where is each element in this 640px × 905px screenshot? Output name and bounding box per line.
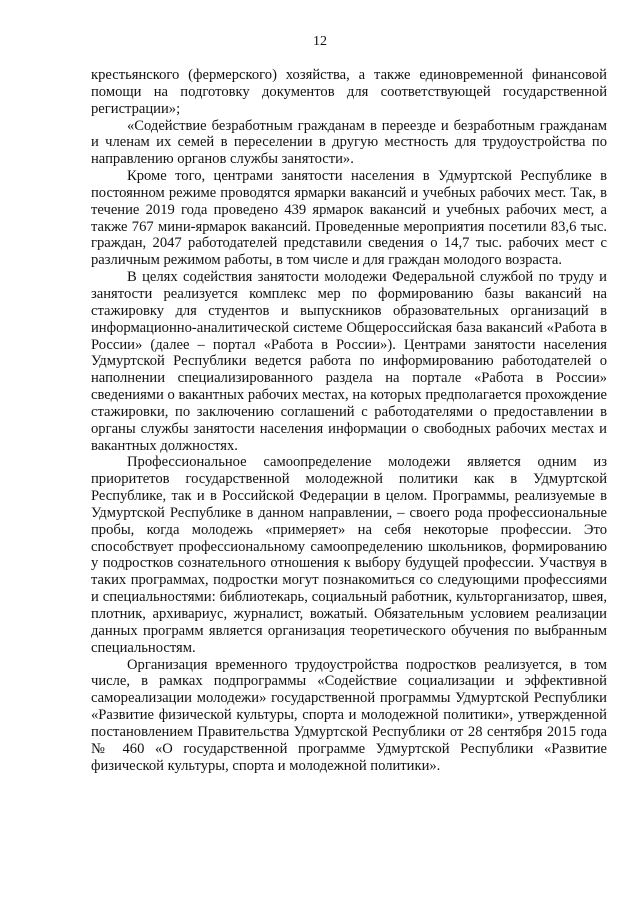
paragraph-3: Кроме того, центрами занятости населения в Удмуртской Республике в постоянном режиме проводятся ярмарки вакансий и учебных рабочих мест. Так, в течение 2019 года проведено 439 ярмарок вакансий и учебных рабочих мест, а также 767 мини-ярмарок вакансий. Проведенные мероприятия посетили 83,6 тыс. граждан, 2047 работодателей представили сведения о 14,7 тыс. рабочих мест с различным режимом работы, в том числе и для граждан молодого возраста.	[91, 168, 607, 269]
paragraph-2: «Содействие безработным гражданам в переезде и безработным гражданам и членам их семей в переселении в другую местность для трудоустройства по направлению органов службы занятости».	[91, 117, 607, 168]
paragraph-6: Организация временного трудоустройства подростков реализуется, в том числе, в рамках подпрограммы «Содействие социализации и эффективной самореализации молодежи» государственной программы Удмуртской Республики «Развитие физической культуры, спорта и молодежной политики», утвержденной постановлением Правительства Удмуртской Республики от 28 сентября 2015 года № 460 «О государственной программе Удмуртской Республики «Развитие физической культуры, спорта и молодежной политики».	[91, 656, 607, 774]
paragraph-5: Профессиональное самоопределение молодежи является одним из приоритетов государственной молодежной политики как в Удмуртской Республике, так и в Российской Федерации в целом. Программы, реализуемые в Удмуртской Республике в данном направлении, – своего рода профессиональные пробы, когда молодежь «примеряет» на себя некоторые профессии. Это способствует профессиональному самоопределению школьников, формированию у подростков сознательного отношения к выбору будущей профессии. Участвуя в таких программах, подростки могут познакомиться со следующими профессиями и специальностями: библиотекарь, социальный работник, культорганизатор, швея, плотник, архивариус, журналист, вожатый. Обязательным условием реализации данных программ является организация теоретического обучения по выбранным специальностям.	[91, 454, 607, 656]
paragraph-4: В целях содействия занятости молодежи Федеральной службой по труду и занятости реализуется комплекс мер по формированию базы вакансий на стажировку для студентов и выпускников образовательных организаций в информационно-аналитической системе Общероссийская база вакансий «Работа в России» (далее – портал «Работа в России»). Центрами занятости населения Удмуртской Республики ведется работа по информированию работодателей о наполнении специализированного раздела на портале «Работа в России» сведениями о вакантных рабочих местах, на которых предполагается прохождение стажировки, по заключению соглашений с работодателями о предоставлении в органы службы занятости населения информации о свободных рабочих местах и вакантных должностях.	[91, 269, 607, 454]
page-number: 12	[313, 34, 327, 49]
paragraph-1: крестьянского (фермерского) хозяйства, а также единовременной финансовой помощи на подготовку документов для соответствующей государственной регистрации»;	[91, 67, 607, 117]
document-body	[91, 67, 607, 774]
